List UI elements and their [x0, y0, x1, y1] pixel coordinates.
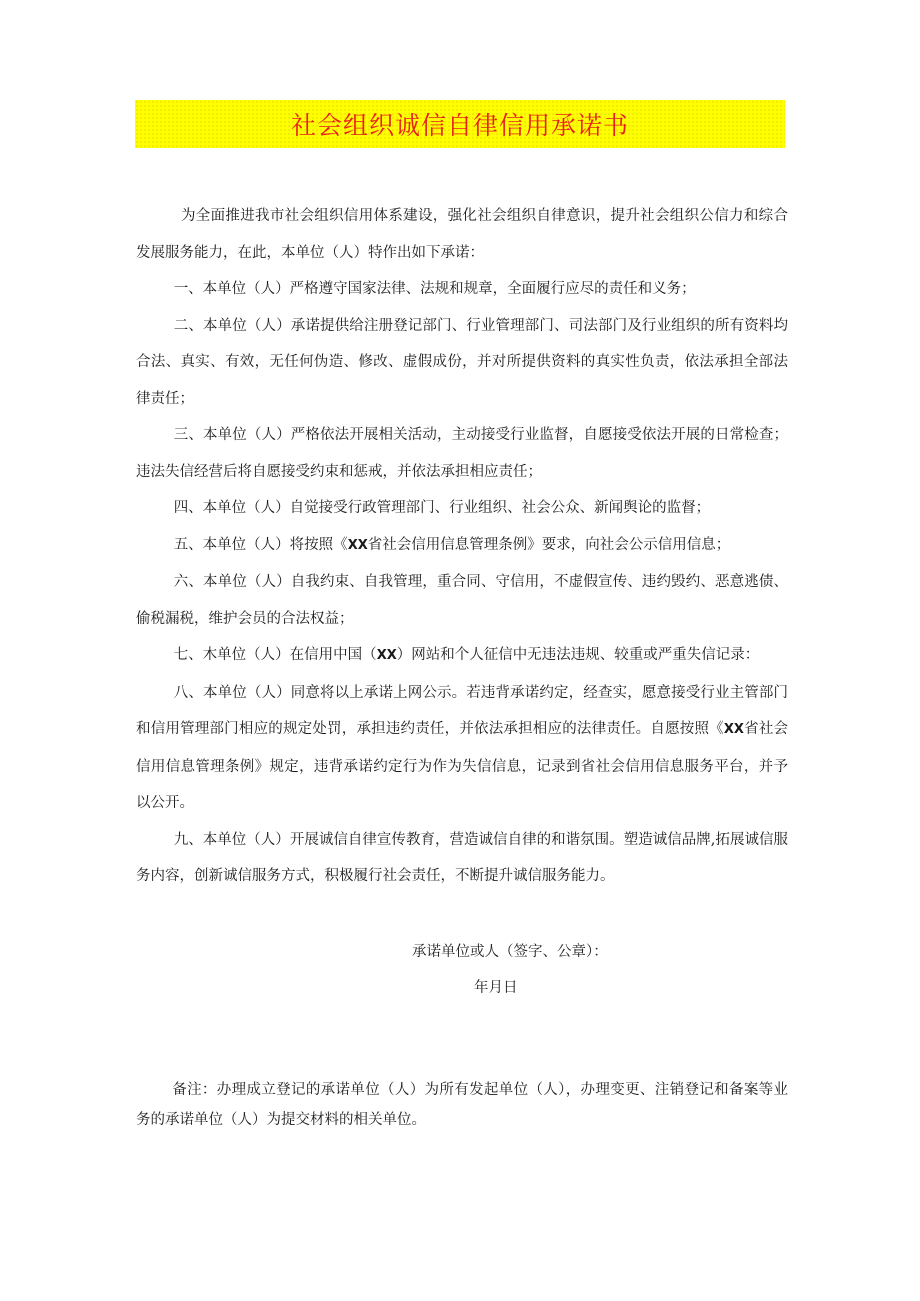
commitment-item-7: [136, 637, 788, 675]
province-placeholder: XX: [723, 722, 744, 737]
commitment-item-4: 四、本单位（人）自觉接受行政管理部门、行业组织、社会公众、新闻舆论的监督；: [173, 500, 711, 516]
document-title: 社会组织诚信自律信用承诺书: [290, 111, 629, 140]
commitment-item-8: [136, 675, 788, 822]
signature-label: 承诺单位或人（签字、公章）：: [412, 944, 608, 960]
remarks-text: 备注：办理成立登记的承诺单位（人）为所有发起单位（人），办理变更、注销登记和备案等业务的承诺单位（人）为提交材料的相关单位。: [136, 1082, 788, 1128]
item-5-text-end: 省社会信用信息管理条例》要求，向社会公示信用信息；: [367, 536, 731, 553]
commitment-item-1: 一、本单位（人）严格遵守国家法律、法规和规章，全面履行应尽的责任和义务；: [173, 281, 696, 297]
intro-paragraph: 为全面推进我市社会组织信用体系建设，强化社会组织自律意识，提升社会组织公信力和综合发展服务能力，在此，本单位（人）特作出如下承诺：: [136, 208, 788, 261]
region-placeholder: XX: [376, 648, 397, 663]
commitment-item-2: 二、本单位（人）承诺提供给注册登记部门、行业管理部门、司法部门及行业组织的所有资料均合法、真实、有效，无任何伪造、修改、虚假成份，并对所提供资料的真实性负责，依法承担全部法律责任；: [136, 317, 788, 407]
item-7-text-start: 七、木单位（人）在信用中国（: [173, 647, 377, 663]
item-7-text-end: ）网站和个人征信中无违法违规、较重或严重失信记录：: [396, 647, 760, 663]
date-label: 年月日: [474, 980, 518, 996]
item-8-text-end: 省社会信用信息管理条例》规定，违背承诺约定行为作为失信信息，记录到省社会信用信息服务平台，并予以公开。: [136, 721, 789, 811]
province-placeholder: XX: [347, 537, 368, 553]
commitment-item-9: 九、本单位（人）开展诚信自律宣传教育，营造诚信自律的和谐氛围。塑造诚信品牌,拓展诚信服务内容，创新诚信服务方式，积极履行社会责任，不断提升诚信服务能力。: [136, 831, 788, 884]
commitment-item-6: 六、本单位（人）自我约束、自我管理，重合同、守信用，不虚假宣传、违约毁约、恶意逃债、偷税漏税，维护会员的合法权益；: [136, 574, 788, 627]
item-8-text-start: 八、本单位（人）同意将以上承诺上网公示。若违背承诺约定，经查实，愿意接受行业主管部门和信用管理部门相应的规定处罚，承担违约责任，并依法承担相应的法律责任。自愿按照《: [136, 684, 788, 737]
commitment-item-5: [136, 527, 788, 565]
commitment-item-3: 三、本单位（人）严格依法开展相关活动，主动接受行业监督，自愿接受依法开展的日常检查；违法失信经营后将自愿接受约束和惩戒，并依法承担相应责任；: [136, 427, 788, 480]
title-banner: [135, 100, 785, 148]
remarks-note: [136, 1075, 788, 1135]
document-body: [136, 198, 788, 895]
item-5-text-start: 五、本单位（人）将按照《: [173, 536, 348, 553]
